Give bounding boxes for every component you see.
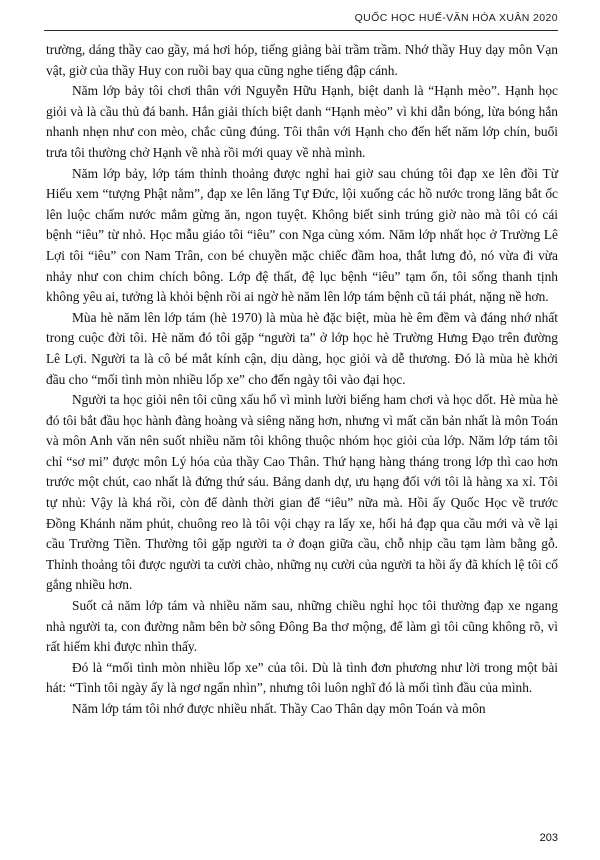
body-paragraph: Năm lớp bảy, lớp tám thỉnh thoảng được nghỉ hai giờ sau chúng tôi đạp xe lên đồi Từ Hiếu xem “tượng Phật nằm”, đạp xe lên lăng Tự Đức, lội xuống các hồ nước trong lăng bắt ốc lên luộc chấm nước mắm gừng ăn, ngon tuyệt. Không biết sinh trúng giờ nào mà tôi có cái bệnh “iêu” từ nhỏ. Học mẫu giáo tôi “iêu” con Nga cùng xóm. Năm lớp nhất học ở Trường Lê Lợi tôi “iêu” con Nam Trân, con bé chuyền mặc chiếc đầm hoa, thắt lưng đỏ, nó vừa đi vừa nhảy như con chim chích bông. Lớp đệ thất, đệ lục bệnh “iêu” tạm ổn, tôi sống thanh tịnh không yêu ai, tưởng là khỏi bệnh rồi ai ngờ hè năm lên lớp tám bệnh cũ tái phát, nặng nề hơn. (46, 165, 558, 305)
body-paragraph: Năm lớp tám tôi nhớ được nhiều nhất. Thầy Cao Thân dạy môn Toán và môn (72, 701, 486, 716)
body-paragraph: Người ta học giỏi nên tôi cũng xấu hổ vì mình lười biếng ham chơi và học dốt. Hè mùa hè đó tôi bắt đầu học hành đàng hoàng và siêng năng hơn, nhưng vì mất căn bản nhất là môn Toán và môn Anh văn nên suốt nhiều năm tôi không thuộc nhóm học giỏi của lớp. Năm lớp tám tôi chỉ “sơ mi” được môn Lý hóa của thầy Cao Thân. Thứ hạng hàng tháng trong lớp thì cao hơn trước một chút, cao nhất là đứng thứ sáu. Bảng danh dự, ưu hạng đối với tôi là hàng xa xỉ. Tôi tự nhủ: Vậy là khá rồi, còn để dành thời gian để “iêu” nữa mà. Hồi ấy Quốc Học về trước Đồng Khánh năm phút, chuông reo là tôi vội chạy ra lấy xe, hối hả đạp qua cầu mới và về lại cầu Trường Tiền. Thường tôi gặp người ta ở đoạn giữa cầu, chỗ nhịp cầu tạm làm bằng gỗ. Thỉnh thoảng tôi được người ta cười chào, những nụ cười của người ta hồi ấy đã khích lệ tôi cố gắng nhiều hơn. (46, 392, 558, 593)
body-paragraph: Suốt cả năm lớp tám và nhiều năm sau, những chiều nghỉ học tôi thường đạp xe ngang nhà người ta, con đường nằm bên bờ sông Đông Ba thơ mộng, để làm gì tôi cũng không rõ, vì rất hiếm khi được nhìn thấy. (46, 598, 558, 655)
page-number: 203 (539, 832, 558, 844)
header-rule (44, 30, 558, 31)
body-paragraph: Mùa hè năm lên lớp tám (hè 1970) là mùa hè đặc biệt, mùa hè êm đềm và đáng nhớ nhất trong cuộc đời tôi. Hè năm đó tôi gặp “người ta” ở lớp học hè Trường Hưng Đạo trên đường Lê Lợi. Người ta là cô bé mắt kính cận, dịu dàng, học giỏi và dễ thương. Đó là mùa hè khởi đầu cho “mối tình mòn nhiều lốp xe” cho đến ngày tôi vào đại học. (46, 309, 558, 387)
running-header: QUỐC HỌC HUẾ-VĂN HÓA XUÂN 2020 (354, 12, 558, 24)
body-paragraph: trường, dáng thầy cao gầy, má hơi hóp, tiếng giảng bài trầm trầm. Nhớ thầy Huy dạy môn Vạn vật, giờ của thầy Huy con ruồi bay qua cũng nghe tiếng đập cánh. (46, 42, 558, 78)
page-body (46, 40, 558, 720)
body-paragraph: Năm lớp bảy tôi chơi thân với Nguyễn Hữu Hạnh, biệt danh là “Hạnh mèo”. Hạnh học giỏi và là cầu thủ đá banh. Hắn giải thích biệt danh “Hạnh mèo” vì khi dẫn bóng, lừa bóng hắn nhanh nhẹn như con mèo, chắc cũng đúng. Tôi thân với Hạnh cho đến hết năm lớp chín, buổi trưa tôi thường chở Hạnh về nhà rồi mới quay về nhà mình. (46, 83, 558, 160)
body-paragraph: Đó là “mối tình mòn nhiều lốp xe” của tôi. Dù là tình đơn phương như lời trong một bài hát: “Tình tôi ngày ấy là ngơ ngẩn nhìn”, nhưng tôi luôn nghĩ đó là mối tình đầu của mình. (46, 659, 558, 696)
